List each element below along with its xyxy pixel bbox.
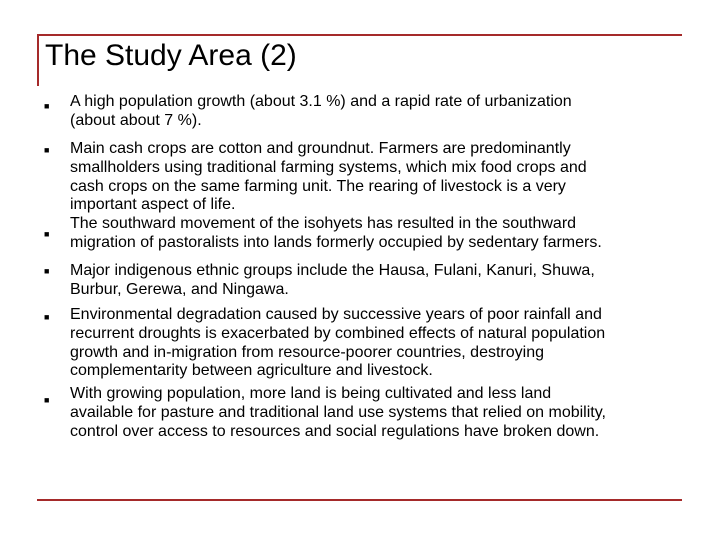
list-item-line: smallholders using traditional farming systems, which mix food crops and	[70, 158, 587, 176]
list-item-line: complementarity between agriculture and livestock.	[70, 362, 433, 380]
list-item	[70, 385, 685, 441]
list-item	[70, 215, 685, 253]
list-item	[70, 306, 685, 381]
list-item-line: Burbur, Gerewa, and Ningawa.	[70, 280, 289, 298]
bullet-square-icon: ■	[44, 145, 50, 155]
list-item-line: growth and in-migration from resource-poorer countries, destroying	[70, 343, 544, 361]
list-item-line: The southward movement of the isohyets has resulted in the southward	[70, 215, 577, 232]
slide-title: The Study Area (2)	[45, 39, 297, 72]
list-item-line: A high population growth (about 3.1 %) and a rapid rate of urbanization	[70, 93, 572, 110]
list-item-line: recurrent droughts is exacerbated by combined effects of natural population	[70, 324, 606, 342]
bullet-square-icon: ■	[44, 395, 50, 405]
list-item-line: important aspect of life.	[70, 196, 236, 214]
list-item-line: available for pasture and traditional land use systems that relied on mobility,	[70, 403, 606, 421]
list-item-line: migration of pastoralists into lands formerly occupied by sedentary farmers.	[70, 233, 602, 251]
list-item-line: Environmental degradation caused by successive years of poor rainfall and	[70, 306, 602, 323]
list-item-line: Main cash crops are cotton and groundnut. Farmers are predominantly	[70, 140, 571, 157]
bullet-square-icon: ■	[44, 266, 50, 276]
list-item	[70, 140, 685, 215]
list-item-line: cash crops on the same farming unit. The rearing of livestock is a very	[70, 177, 566, 195]
list-item-line: Major indigenous ethnic groups include the Hausa, Fulani, Kanuri, Shuwa,	[70, 262, 595, 279]
list-item-line: (about about 7 %).	[70, 111, 202, 129]
list-item	[70, 262, 685, 300]
bullet-square-icon: ■	[44, 101, 50, 111]
list-item-line: With growing population, more land is being cultivated and less land	[70, 385, 552, 402]
bullet-square-icon: ■	[44, 312, 50, 322]
bottom-rule	[37, 499, 682, 501]
list-item	[70, 93, 685, 131]
list-item-line: control over access to resources and social regulations have broken down.	[70, 422, 600, 440]
bullet-square-icon: ■	[44, 229, 50, 239]
